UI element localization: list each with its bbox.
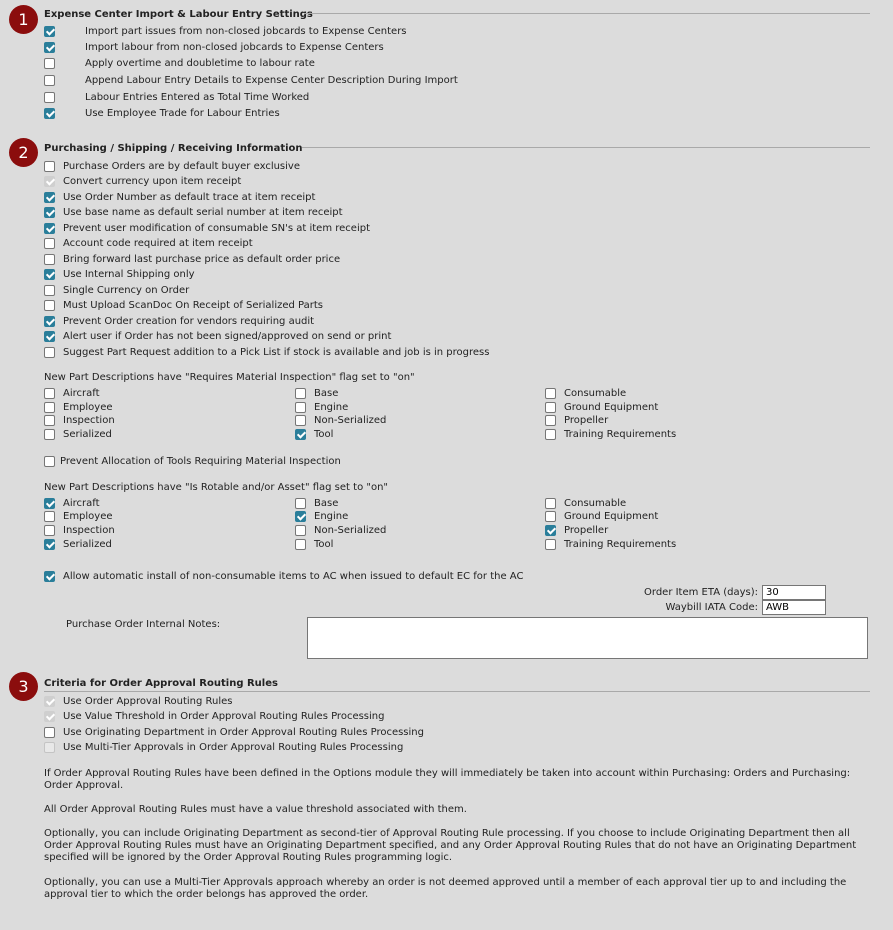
purchasing-option[interactable]: Use Internal Shipping only (44, 267, 195, 282)
checkbox (44, 711, 55, 722)
checkbox (44, 176, 55, 187)
checkbox[interactable] (44, 269, 55, 280)
inspection-option-inspection[interactable]: Inspection (44, 413, 115, 428)
approval-option[interactable]: Use Multi-Tier Approvals in Order Approval Routing Rules Processing (44, 740, 403, 755)
inspection-option-propeller[interactable]: Propeller (545, 413, 608, 428)
inspection-option-base[interactable]: Base (295, 386, 338, 401)
checkbox[interactable] (44, 26, 55, 37)
rotable-option-ground-equipment[interactable]: Ground Equipment (545, 509, 658, 524)
approval-option[interactable]: Use Value Threshold in Order Approval Routing Rules Processing (44, 709, 384, 724)
inspection-option-engine[interactable]: Engine (295, 400, 348, 415)
checkbox[interactable] (44, 498, 55, 509)
rotable-option-propeller[interactable]: Propeller (545, 523, 608, 538)
checkbox[interactable] (44, 254, 55, 265)
info-paragraph-2: All Order Approval Routing Rules must have a value threshold associated with them. (44, 804, 467, 815)
inspection-option-non-serialized[interactable]: Non-Serialized (295, 413, 386, 428)
purchasing-option[interactable]: Single Currency on Order (44, 283, 189, 298)
purchasing-option[interactable]: Account code required at item receipt (44, 236, 253, 251)
checkbox[interactable] (44, 402, 55, 413)
approval-option[interactable]: Use Originating Department in Order Approval Routing Rules Processing (44, 725, 424, 740)
inspection-option-ground-equipment[interactable]: Ground Equipment (545, 400, 658, 415)
prevent-allocation-option[interactable]: Prevent Allocation of Tools Requiring Material Inspection (44, 454, 341, 469)
approval-option[interactable]: Use Order Approval Routing Rules (44, 694, 233, 709)
rotable-option-aircraft[interactable]: Aircraft (44, 496, 100, 511)
eta-label: Order Item ETA (days): (644, 587, 758, 598)
expense-option-1[interactable]: Import part issues from non-closed jobcards to Expense Centers (44, 24, 407, 39)
section-2-title: Purchasing / Shipping / Receiving Information (44, 143, 303, 154)
inspection-option-training-requirements[interactable]: Training Requirements (545, 427, 676, 442)
inspection-option-aircraft[interactable]: Aircraft (44, 386, 100, 401)
checkbox[interactable] (44, 285, 55, 296)
section-1-divider (304, 13, 870, 14)
checkbox[interactable] (295, 429, 306, 440)
checkbox[interactable] (44, 727, 55, 738)
checkbox[interactable] (295, 511, 306, 522)
notes-textarea[interactable] (307, 617, 868, 659)
checkbox[interactable] (545, 429, 556, 440)
checkbox[interactable] (44, 238, 55, 249)
checkbox[interactable] (545, 511, 556, 522)
checkbox[interactable] (545, 539, 556, 550)
waybill-input[interactable] (762, 600, 826, 615)
inspection-option-consumable[interactable]: Consumable (545, 386, 626, 401)
section-1-title: Expense Center Import & Labour Entry Settings (44, 9, 313, 20)
rotable-option-inspection[interactable]: Inspection (44, 523, 115, 538)
info-paragraph-3: Optionally, you can include Originating Department as second-tier of Approval Routing Rule processing. If you choose to include Originating Department then all Order Approval Routing Rules must have an Originating Department specified, and any Order Approval Routing Rules that do not have an Originating Department specified will be ignored by the Order Approval Routing Rules programming logic. (44, 828, 857, 863)
eta-input[interactable] (762, 585, 826, 600)
info-paragraph-4: Optionally, you can use a Multi-Tier Approvals approach whereby an order is not deemed approved until a member of each approval tier up to and including the approval tier to which the order belongs has approved the order. (44, 877, 847, 900)
inspection-option-serialized[interactable]: Serialized (44, 427, 112, 442)
rotable-option-serialized[interactable]: Serialized (44, 537, 112, 552)
rotable-option-non-serialized[interactable]: Non-Serialized (295, 523, 386, 538)
rotable-option-training-requirements[interactable]: Training Requirements (545, 537, 676, 552)
checkbox[interactable] (44, 223, 55, 234)
rotable-option-base[interactable]: Base (295, 496, 338, 511)
checkbox[interactable] (295, 415, 306, 426)
purchasing-option[interactable]: Prevent Order creation for vendors requiring audit (44, 314, 314, 329)
checkbox[interactable] (295, 402, 306, 413)
purchasing-option[interactable]: Must Upload ScanDoc On Receipt of Serialized Parts (44, 298, 323, 313)
purchasing-option[interactable]: Use base name as default serial number at item receipt (44, 205, 343, 220)
purchasing-option[interactable]: Alert user if Order has not been signed/approved on send or print (44, 329, 391, 344)
inspection-option-tool[interactable]: Tool (295, 427, 333, 442)
checkbox[interactable] (44, 108, 55, 119)
checkbox[interactable] (44, 161, 55, 172)
expense-option-3[interactable]: Apply overtime and doubletime to labour rate (44, 56, 315, 71)
inspection-heading: New Part Descriptions have "Requires Material Inspection" flag set to "on" (44, 372, 415, 383)
checkbox[interactable] (545, 415, 556, 426)
rotable-heading: New Part Descriptions have "Is Rotable and/or Asset" flag set to "on" (44, 482, 389, 493)
expense-option-4[interactable]: Append Labour Entry Details to Expense Center Description During Import (44, 73, 458, 88)
checkbox[interactable] (44, 207, 55, 218)
purchasing-option[interactable]: Use Order Number as default trace at item receipt (44, 190, 315, 205)
purchasing-option[interactable]: Convert currency upon item receipt (44, 174, 241, 189)
checkbox[interactable] (545, 498, 556, 509)
checkbox[interactable] (44, 347, 55, 358)
checkbox[interactable] (295, 539, 306, 550)
checkbox[interactable] (295, 525, 306, 536)
checkbox[interactable] (44, 92, 55, 103)
rotable-option-consumable[interactable]: Consumable (545, 496, 626, 511)
purchasing-option[interactable]: Bring forward last purchase price as default order price (44, 252, 340, 267)
checkbox[interactable] (44, 539, 55, 550)
rotable-option-employee[interactable]: Employee (44, 509, 113, 524)
checkbox (44, 696, 55, 707)
section-3-divider (44, 691, 870, 692)
checkbox[interactable] (44, 571, 55, 582)
checkbox[interactable] (44, 415, 55, 426)
checkbox[interactable] (44, 511, 55, 522)
purchasing-option[interactable]: Suggest Part Request addition to a Pick List if stock is available and job is in progress (44, 345, 489, 360)
checkbox[interactable] (44, 192, 55, 203)
purchasing-option[interactable]: Purchase Orders are by default buyer exclusive (44, 159, 300, 174)
checkbox[interactable] (44, 300, 55, 311)
checkbox[interactable] (545, 525, 556, 536)
checkbox[interactable] (44, 58, 55, 69)
checkbox[interactable] (44, 429, 55, 440)
section-3-title: Criteria for Order Approval Routing Rules (44, 678, 278, 689)
checkbox[interactable] (44, 525, 55, 536)
checkbox[interactable] (295, 388, 306, 399)
checkbox[interactable] (545, 388, 556, 399)
rotable-option-engine[interactable]: Engine (295, 509, 348, 524)
checkbox[interactable] (44, 331, 55, 342)
auto-install-option[interactable]: Allow automatic install of non-consumable items to AC when issued to default EC for the AC (44, 569, 523, 584)
notes-label: Purchase Order Internal Notes: (66, 619, 221, 630)
checkbox[interactable] (545, 402, 556, 413)
expense-option-2[interactable]: Import labour from non-closed jobcards to Expense Centers (44, 40, 384, 55)
waybill-label: Waybill IATA Code: (665, 602, 758, 613)
expense-option-6[interactable]: Use Employee Trade for Labour Entries (44, 106, 280, 121)
checkbox[interactable] (44, 456, 55, 467)
checkbox[interactable] (295, 498, 306, 509)
expense-option-5[interactable]: Labour Entries Entered as Total Time Worked (44, 90, 309, 105)
section-2-divider (302, 147, 870, 148)
info-paragraph-1: If Order Approval Routing Rules have been defined in the Options module they will immediately be taken into account within Purchasing: Orders and Purchasing: Order Approval. (44, 768, 851, 791)
checkbox (44, 742, 55, 753)
section-3-badge: 3 (9, 672, 38, 701)
checkbox[interactable] (44, 75, 55, 86)
rotable-option-tool[interactable]: Tool (295, 537, 333, 552)
purchasing-option[interactable]: Prevent user modification of consumable SN's at item receipt (44, 221, 370, 236)
checkbox[interactable] (44, 316, 55, 327)
checkbox[interactable] (44, 388, 55, 399)
inspection-option-employee[interactable]: Employee (44, 400, 113, 415)
section-2-badge: 2 (9, 138, 38, 167)
checkbox[interactable] (44, 42, 55, 53)
section-1-badge: 1 (9, 5, 38, 34)
